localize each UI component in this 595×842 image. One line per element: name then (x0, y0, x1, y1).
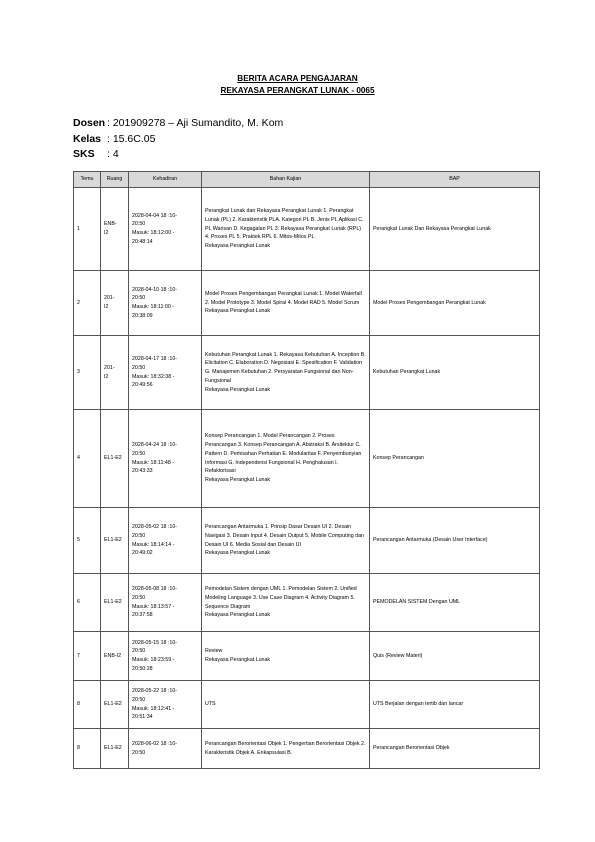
table-row (74, 508, 540, 574)
dosen-value: : 201909278 – Aji Sumandito, M. Kom (107, 117, 284, 129)
cell-bap: Quis (Review Materi) (370, 632, 540, 681)
cell-ruang: EL1-E2 (101, 410, 129, 508)
cell-ruang: EL1-E2 (101, 508, 129, 574)
cell-bahan-kajian: Perancangan Antarmuka 1. Prinsip Dasar Desain UI 2. Desain Navigasi 3. Desain Input 4. Desain Output 5. Mobile Computing dan Desain UI 6. Media Sosial dan Desain UI Rekayasa Perangkat Lunak (202, 508, 370, 574)
cell-temu: 5 (74, 508, 101, 574)
cell-temu: 7 (74, 632, 101, 681)
table-row (74, 336, 540, 410)
cell-kehadiran: 2028-05-15 18 :10- 20:50 Masuk: 18:23:59 - 20:50:28 (129, 632, 202, 681)
cell-bahan-kajian: Model Proses Pengembangan Perangkat Lunak 1. Model Waterfall 2. Model Prototype 3. Model Spiral 4. Model RAD 5. Model Scrum Rekayasa Perangkat Lunak (202, 271, 370, 336)
cell-temu: 1 (74, 188, 101, 271)
cell-bap: Konsep Perancangan (370, 410, 540, 508)
kelas-value: : 15.6C.05 (107, 132, 156, 145)
cell-ruang: EL1-E2 (101, 729, 129, 769)
info-row-sks (73, 147, 283, 163)
document-title: BERITA ACARA PENGAJARAN (237, 74, 358, 83)
course-info (73, 116, 283, 163)
cell-bahan-kajian: Kebutuhan Perangkat Lunak 1. Rekayasa Kebutuhan A. Inception B. Elicitation C. Elaboration D. Negosiasi E. Spesification F. Validation G. Manajemen Kebutuhan 2. Persyaratan Fungsional dan Non-Fungsional Rekayasa Perangkat Lunak (202, 336, 370, 410)
header-temu: Temu (74, 172, 101, 188)
cell-bap: Perancangan Antarmuka (Desain User Interface) (370, 508, 540, 574)
cell-bap: Perancangan Berorientasi Objek (370, 729, 540, 769)
cell-bahan-kajian: UTS (202, 681, 370, 729)
header-bahan-kajian: Bahan Kajian (202, 172, 370, 188)
cell-bap: Perangkat Lunak Dan Rekayasa Perangkat Lunak (370, 188, 540, 271)
cell-bap: PEMODELAN SISTEM Dengan UML (370, 574, 540, 632)
cell-bap: Kebutuhan Perangkat Lunak (370, 336, 540, 410)
sks-label: SKS (73, 148, 95, 160)
cell-bap: UTS Berjalan dengan tertib dan lancar (370, 681, 540, 729)
cell-ruang: ENB-I2 (101, 632, 129, 681)
cell-kehadiran: 2028-06-02 18 :10- 20:50 (129, 729, 202, 769)
cell-kehadiran: 2028-05-22 18 :10- 20:50 Masuk: 18:12:41 - 20:51:34 (129, 681, 202, 729)
cell-bahan-kajian: Perancangan Berorientasi Objek 1. Pengertian Berorientasi Objek 2. Karakteristik Objek A. Enkapsulasi B. (202, 729, 370, 769)
document-subtitle: REKAYASA PERANGKAT LUNAK - 0065 (220, 86, 375, 95)
cell-kehadiran: 2028-05-02 18 :10- 20:50 Masuk: 18:14:14 - 20:49:02 (129, 508, 202, 574)
sks-value: : 4 (107, 148, 119, 160)
cell-temu: 8 (74, 729, 101, 769)
table-header-row (74, 172, 540, 188)
cell-kehadiran: 2028-04-24 18 :10- 20:50 Masuk: 18:11:48 - 20:43:33 (129, 410, 202, 508)
cell-temu: 3 (74, 336, 101, 410)
header-ruang: Ruang (101, 172, 129, 188)
cell-temu: 8 (74, 681, 101, 729)
kelas-label: Kelas (73, 132, 102, 145)
cell-ruang: 201- I2 (101, 336, 129, 410)
table-row (74, 681, 540, 729)
table-row (74, 632, 540, 681)
cell-ruang: EL1-E2 (101, 574, 129, 632)
cell-bahan-kajian: Pemodelan Sistem dengan UML 1. Pemodelan Sistem 2. Unified Modeling Language 3. Use Case Diagram 4. Activity Diagram 5. Sequence Diagram Rekayasa Perangkat Lunak (202, 574, 370, 632)
cell-ruang: EL1-E2 (101, 681, 129, 729)
bap-table (73, 171, 540, 769)
table-row (74, 410, 540, 508)
cell-ruang: ENB- I2 (101, 188, 129, 271)
cell-bap: Model Proses Pengembangan Perangkat Lunak (370, 271, 540, 336)
cell-kehadiran: 2028-04-10 18 :10- 20:50 Masuk: 18:11:00 - 20:38:09 (129, 271, 202, 336)
cell-kehadiran: 2028-04-17 18 :10- 20:50 Masuk: 18:32:38 - 20:49:56 (129, 336, 202, 410)
info-row-dosen (73, 116, 283, 132)
document-title-block (0, 73, 595, 97)
dosen-label: Dosen (73, 117, 106, 129)
cell-ruang: 201- I2 (101, 271, 129, 336)
cell-bahan-kajian: Perangkat Lunak dan Rekayasa Perangkat Lunak 1. Perangkat Lunak (PL) 2. Karakteristik PLA. Kategori PL B. Jenis PL Aplikasi C. PL Warisan D. Kegagalan PL 3. Rekayasa Perangkat Lunak (RPL) 4. Proses PL 5. Praktek RPL 6. Mitos-Mitos PL Rekayasa Perangkat Lunak (202, 188, 370, 271)
cell-temu: 6 (74, 574, 101, 632)
table-row (74, 574, 540, 632)
table-row (74, 188, 540, 271)
table-row (74, 271, 540, 336)
cell-bahan-kajian: Konsep Perancangan 1. Model Perancangan 2. Proses Perancangan 3. Konsep Perancangan A. Abstraksi B. Arsitektur C. Pattern D. Pemisahan Perhatian E. Modularitas F. Penyembunyian Informasi G. Independensi Fungsional H. Penghalusan I. Refaktorisasi Rekayasa Perangkat Lunak (202, 410, 370, 508)
cell-temu: 4 (74, 410, 101, 508)
header-kehadiran: Kehadiran (129, 172, 202, 188)
info-row-kelas (73, 132, 283, 148)
cell-temu: 2 (74, 271, 101, 336)
cell-kehadiran: 2028-05-08 18 :10- 20:50 Masuk: 18:13:57 - 20:37:58 (129, 574, 202, 632)
cell-kehadiran: 2028-04-04 18 :10- 20:50 Masuk: 18:12:00 - 20:48:14 (129, 188, 202, 271)
header-bap: BAP (370, 172, 540, 188)
cell-bahan-kajian: Review Rekayasa Perangkat Lunak (202, 632, 370, 681)
table-row (74, 729, 540, 769)
